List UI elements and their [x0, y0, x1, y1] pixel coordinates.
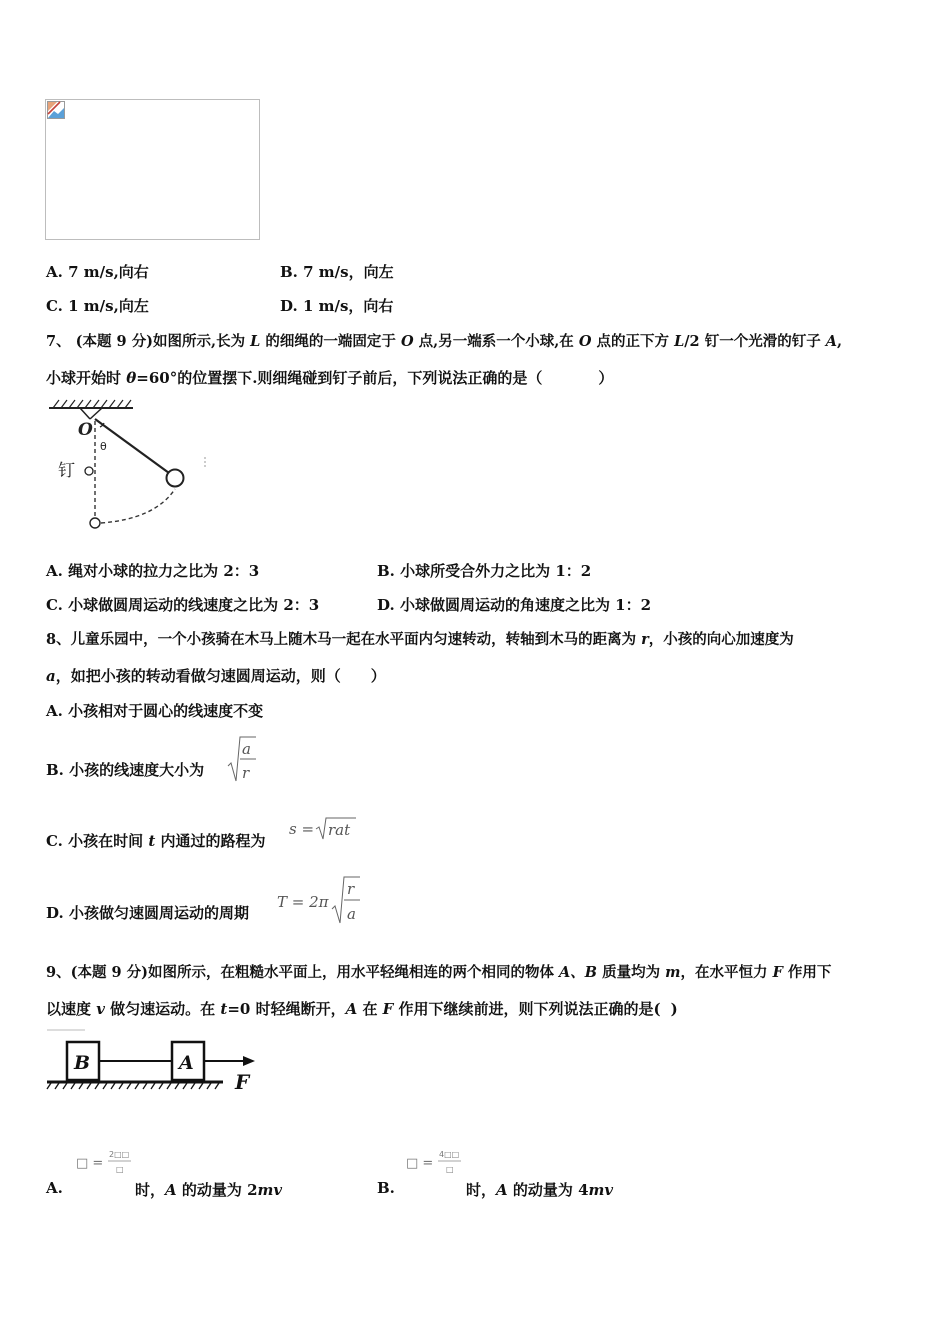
svg-text:T = 2π: T = 2π — [277, 893, 329, 911]
q7-option-d[interactable]: D. 小球做圆周运动的角速度之比为 1：2 — [377, 596, 652, 614]
svg-text:2□□: 2□□ — [109, 1150, 130, 1159]
q6-option-c[interactable]: C. 1 m/s,向左 — [46, 297, 149, 315]
q9-stem-line1: 9、(本题 9 分)如图所示，在粗糙水平面上，用水平轻绳相连的两个相同的物体 A、B 质量均为 m，在水平恒力 F 作用下 — [46, 964, 832, 981]
q9-blocks-figure — [45, 1027, 260, 1099]
q9-option-b-text: 时，A 的动量为 4mv — [466, 1181, 614, 1199]
q9-option-b[interactable]: B. — [377, 1179, 395, 1197]
svg-text:□ =: □ = — [76, 1156, 104, 1171]
q9-option-a-formula — [74, 1145, 136, 1179]
q6-option-d[interactable]: D. 1 m/s，向右 — [280, 297, 394, 315]
q7-stem-line1: 7、 (本题 9 分)如图所示,长为 L 的细绳的一端固定于 O 点,另一端系一个小球,在 O 点的正下方 L/2 钉一个光滑的钉子 A, — [46, 333, 843, 350]
broken-image-icon — [47, 101, 65, 119]
q9-label-b: B — [74, 1052, 91, 1074]
svg-text:a: a — [347, 905, 356, 923]
svg-text:□: □ — [446, 1165, 454, 1174]
svg-text:4□□: 4□□ — [439, 1150, 460, 1159]
q7-label-o: O — [78, 420, 93, 440]
svg-text:□: □ — [116, 1165, 124, 1174]
q8-option-d-formula — [276, 873, 366, 927]
q6-option-a[interactable]: A. 7 m/s,向右 — [46, 263, 149, 281]
q8-option-c[interactable]: C. 小孩在时间 t 内通过的路程为 — [46, 832, 266, 850]
q8-option-b-formula — [226, 733, 258, 785]
q7-label-nail: 钉 — [58, 461, 75, 481]
q9-stem-line2: 以速度 v 做匀速运动。在 t=0 时轻绳断开，A 在 F 作用下继续前进，则下列说法正确的是( ) — [46, 1000, 678, 1018]
q9-label-a: A — [179, 1052, 194, 1074]
svg-text:r: r — [242, 764, 250, 782]
q8-option-a[interactable]: A. 小孩相对于圆心的线速度不变 — [46, 702, 264, 720]
q7-label-theta: θ — [100, 440, 107, 453]
q7-option-b[interactable]: B. 小球所受合外力之比为 1：2 — [377, 562, 592, 580]
q9-option-a[interactable]: A. — [46, 1179, 63, 1197]
q9-option-b-formula — [404, 1145, 466, 1179]
q9-label-f: F — [235, 1070, 250, 1094]
q8-option-b[interactable]: B. 小孩的线速度大小为 — [46, 761, 205, 779]
svg-text:a: a — [242, 740, 251, 758]
q8-option-c-formula — [288, 815, 358, 843]
svg-text:rat: rat — [328, 821, 351, 839]
svg-text:s =: s = — [289, 820, 315, 838]
q7-stem-line2: 小球开始时 θ=60°的位置摆下.则细绳碰到钉子前后，下列说法正确的是（ ） — [46, 369, 614, 387]
q6-option-b[interactable]: B. 7 m/s，向左 — [280, 263, 394, 281]
svg-text:r: r — [347, 880, 355, 898]
q9-option-a-text: 时，A 的动量为 2mv — [135, 1181, 283, 1199]
q8-option-d[interactable]: D. 小孩做匀速圆周运动的周期 — [46, 904, 249, 922]
q7-option-a[interactable]: A. 绳对小球的拉力之比为 2：3 — [46, 562, 260, 580]
q8-stem-line1: 8、儿童乐园中，一个小孩骑在木马上随木马一起在水平面内匀速转动，转轴到木马的距离为 r，小孩的向心加速度为 — [46, 631, 794, 648]
q7-pendulum-figure — [45, 397, 215, 533]
q7-option-c[interactable]: C. 小球做圆周运动的线速度之比为 2：3 — [46, 596, 320, 614]
q8-stem-line2: a，如把小孩的转动看做匀速圆周运动，则（ ） — [46, 667, 386, 685]
svg-text:□ =: □ = — [406, 1156, 434, 1171]
broken-image-placeholder — [45, 99, 260, 240]
